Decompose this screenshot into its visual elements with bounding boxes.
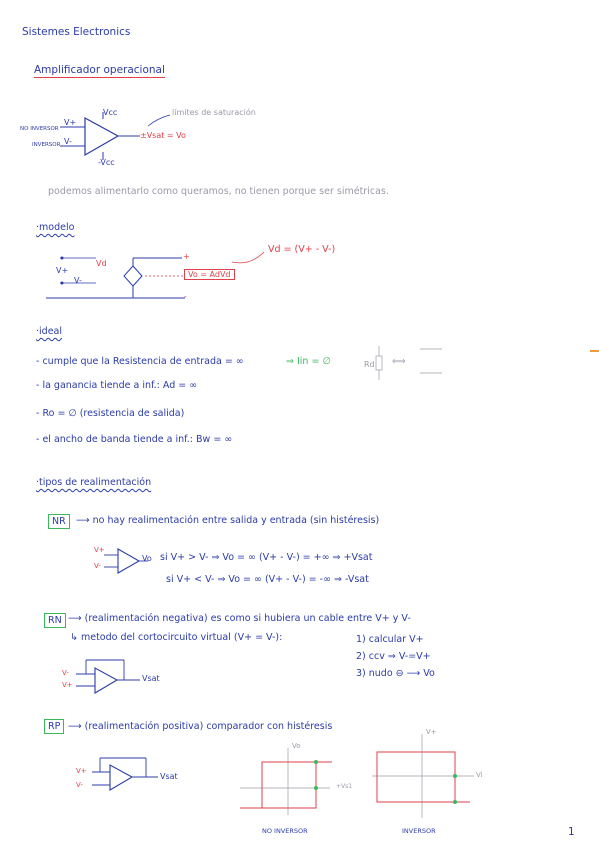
rn-step-3: 3) nudo ⊖ ⟶ Vo [356, 668, 435, 679]
nr-condition-1: si V+ > V- ⇒ Vo = ∞ (V+ - V-) = +∞ ⇒ +Vsat [160, 552, 373, 563]
model-vminus: V- [74, 276, 82, 285]
rp-output: Vsat [160, 772, 178, 781]
vsat-label: ±Vsat = Vo [140, 131, 186, 140]
nr-vminus: V- [94, 562, 101, 570]
rn-tag: RN [44, 613, 66, 628]
ideal-item-4: - el ancho de banda tiende a inf.: Bw = ∞ [36, 434, 233, 445]
neg-vcc-label: -Vcc [98, 158, 115, 167]
source-equation: Vo = AdVd [184, 269, 235, 280]
model-minus: - [184, 292, 187, 301]
ideal-item-2: - la ganancia tiende a inf.: Ad = ∞ [36, 380, 198, 391]
page-title: Amplificador operacional [34, 64, 165, 76]
nr-tag: NR [48, 514, 70, 529]
inversor-label: INVERSOR [32, 142, 61, 148]
rp-tag: RP [44, 719, 64, 734]
rn-step-1: 1) calcular V+ [356, 634, 424, 645]
graph1-x-label: +Vs1 [336, 783, 353, 790]
graph2-caption: INVERSOR [402, 827, 436, 835]
orange-margin-mark [590, 350, 599, 352]
graph2-y-label: V+ [426, 728, 437, 736]
graph1-y-label: Vo [292, 742, 301, 750]
vd-equation: Vd = (V+ - V-) [268, 244, 336, 255]
rn-vminus: V- [62, 669, 69, 677]
rn-method: ↳ metodo del cortocircuito virtual (V+ = V-): [70, 632, 283, 643]
ideal-heading: ·ideal [36, 326, 62, 337]
rd-label: Rd [364, 360, 375, 369]
nr-vplus: V+ [94, 546, 105, 554]
ideal-item-1: - cumple que la Resistencia de entrada = ∞ [36, 356, 244, 367]
nr-description: ⟶ no hay realimentación entre salida y entrada (sin histéresis) [76, 515, 380, 526]
no-inversor-label: NO INVERSOR [20, 126, 59, 132]
nr-output: Vo [142, 554, 152, 563]
modelo-heading: ·modelo [36, 222, 75, 233]
nr-condition-2: si V+ < V- ⇒ Vo = ∞ (V+ - V-) = -∞ ⇒ -Vsat [166, 574, 369, 585]
model-plus: + [183, 252, 190, 261]
vd-label: Vd [96, 259, 107, 268]
vcc-label: Vcc [103, 108, 118, 117]
supply-note: podemos alimentarlo como queramos, no tienen porque ser simétricas. [48, 186, 389, 197]
tipos-heading: ·tipos de realimentación [36, 477, 152, 488]
rp-vminus: V- [76, 781, 83, 789]
rn-vplus: V+ [62, 681, 73, 689]
rp-vplus: V+ [76, 767, 87, 775]
rn-description: ⟶ (realimentación negativa) es como si hubiera un cable entre V+ y V- [68, 613, 411, 624]
saturation-limits-note: límites de saturación [172, 108, 256, 117]
ideal-item-3: - Ro = ∅ (resistencia de salida) [36, 408, 185, 419]
vminus-label: V- [64, 137, 72, 146]
page-number: 1 [568, 826, 575, 838]
rp-description: ⟶ (realimentación positiva) comparador con histéresis [68, 721, 333, 732]
graph2-x-label: Vi [476, 771, 483, 779]
vplus-label: V+ [64, 118, 77, 127]
equivalence-arrow: ⟺ [392, 356, 406, 367]
iin-result: ⇒ Iin = ∅ [286, 356, 331, 367]
graph1-caption: NO INVERSOR [262, 827, 308, 835]
subject-header: Sistemes Electronics [22, 26, 131, 38]
rn-output: Vsat [142, 674, 160, 683]
rn-step-2: 2) ccv ⇒ V-=V+ [356, 651, 431, 662]
model-vplus: V+ [56, 266, 69, 275]
